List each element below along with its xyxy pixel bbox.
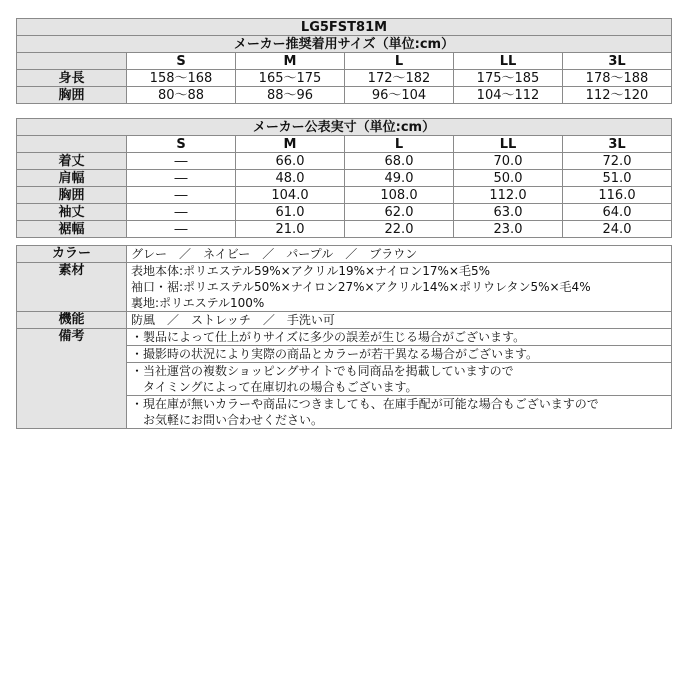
material-label: 素材 xyxy=(17,263,127,312)
material-value xyxy=(127,263,672,312)
size-header-ll: LL xyxy=(454,53,563,70)
cell-value: 172～182 xyxy=(345,70,454,87)
remark-line: ・当社運営の複数ショッピングサイトでも同商品を掲載していますので xyxy=(131,364,514,378)
size-header-3l: 3L xyxy=(563,53,672,70)
cell-value: 112～120 xyxy=(563,87,672,104)
material-line: 表地本体:ポリエステル59%×アクリル19%×ナイロン17%×毛5% xyxy=(131,264,490,278)
material-line: 裏地:ポリエステル100% xyxy=(131,296,265,310)
cell-value: 112.0 xyxy=(454,187,563,204)
function-value: 防風 ／ ストレッチ ／ 手洗い可 xyxy=(127,312,672,329)
product-details-table xyxy=(16,245,672,429)
table-row xyxy=(17,221,672,238)
cell-value: 61.0 xyxy=(236,204,345,221)
table-row xyxy=(17,204,672,221)
remark-note xyxy=(127,329,672,346)
row-label: 身長 xyxy=(17,70,127,87)
cell-value: 49.0 xyxy=(345,170,454,187)
cell-value: 158～168 xyxy=(127,70,236,87)
size-header-3l: 3L xyxy=(563,136,672,153)
cell-value: ― xyxy=(127,153,236,170)
remark-line: ・現在庫が無いカラーや商品につきましても、在庫手配が可能な場合もございますので xyxy=(131,397,599,411)
cell-value: 63.0 xyxy=(454,204,563,221)
cell-value: 104.0 xyxy=(236,187,345,204)
row-label: 裾幅 xyxy=(17,221,127,238)
material-line: 袖口・裾:ポリエステル50%×ナイロン27%×アクリル14%×ポリウレタン5%×毛4% xyxy=(131,280,591,294)
cell-value: 22.0 xyxy=(345,221,454,238)
detail-row-function xyxy=(17,312,672,329)
size-header-ll: LL xyxy=(454,136,563,153)
size-chart-title: メーカー推奨着用サイズ（単位:cm） xyxy=(17,36,672,53)
cell-value: 51.0 xyxy=(563,170,672,187)
cell-value: 165～175 xyxy=(236,70,345,87)
cell-value: ― xyxy=(127,204,236,221)
row-label: 袖丈 xyxy=(17,204,127,221)
cell-value: 23.0 xyxy=(454,221,563,238)
table-row xyxy=(17,153,672,170)
remark-note xyxy=(127,363,672,396)
measurement-table xyxy=(16,118,672,238)
cell-value: 72.0 xyxy=(563,153,672,170)
size-header-l: L xyxy=(345,136,454,153)
cell-value: 108.0 xyxy=(345,187,454,204)
cell-value: 50.0 xyxy=(454,170,563,187)
table-row xyxy=(17,170,672,187)
size-header-l: L xyxy=(345,53,454,70)
size-header-m: M xyxy=(236,136,345,153)
cell-value: 62.0 xyxy=(345,204,454,221)
cell-value: 104～112 xyxy=(454,87,563,104)
size-header-s: S xyxy=(127,53,236,70)
cell-value: ― xyxy=(127,170,236,187)
cell-value: ― xyxy=(127,221,236,238)
detail-row-material xyxy=(17,263,672,312)
remark-line: タイミングによって在庫切れの場合もございます。 xyxy=(131,380,418,394)
size-header-blank xyxy=(17,136,127,153)
remark-line: ・製品によって仕上がりサイズに多少の誤差が生じる場合がございます。 xyxy=(131,330,526,344)
color-value: グレー ／ ネイビー ／ パープル ／ ブラウン xyxy=(127,246,672,263)
remarks-label: 備考 xyxy=(17,329,127,429)
remark-line: ・撮影時の状況により実際の商品とカラーが若干異なる場合がございます。 xyxy=(131,347,539,361)
remark-line: お気軽にお問い合わせください。 xyxy=(131,413,324,427)
row-label: 胸囲 xyxy=(17,87,127,104)
cell-value: ― xyxy=(127,187,236,204)
function-label: 機能 xyxy=(17,312,127,329)
cell-value: 21.0 xyxy=(236,221,345,238)
cell-value: 116.0 xyxy=(563,187,672,204)
recommended-size-table xyxy=(16,18,672,104)
table-row xyxy=(17,87,672,104)
measurement-chart-title: メーカー公表実寸（単位:cm） xyxy=(17,119,672,136)
size-header-s: S xyxy=(127,136,236,153)
cell-value: 96～104 xyxy=(345,87,454,104)
cell-value: 178～188 xyxy=(563,70,672,87)
remark-note xyxy=(127,346,672,363)
table-row xyxy=(17,70,672,87)
size-header-m: M xyxy=(236,53,345,70)
cell-value: 48.0 xyxy=(236,170,345,187)
cell-value: 66.0 xyxy=(236,153,345,170)
cell-value: 24.0 xyxy=(563,221,672,238)
cell-value: 175～185 xyxy=(454,70,563,87)
cell-value: 80～88 xyxy=(127,87,236,104)
row-label: 肩幅 xyxy=(17,170,127,187)
cell-value: 88～96 xyxy=(236,87,345,104)
remark-note xyxy=(127,396,672,429)
cell-value: 68.0 xyxy=(345,153,454,170)
cell-value: 64.0 xyxy=(563,204,672,221)
row-label: 胸囲 xyxy=(17,187,127,204)
cell-value: 70.0 xyxy=(454,153,563,170)
detail-row-remarks xyxy=(17,329,672,346)
product-code: LG5FST81M xyxy=(17,19,672,36)
detail-row-color xyxy=(17,246,672,263)
table-row xyxy=(17,187,672,204)
color-label: カラー xyxy=(17,246,127,263)
size-header-blank xyxy=(17,53,127,70)
row-label: 着丈 xyxy=(17,153,127,170)
